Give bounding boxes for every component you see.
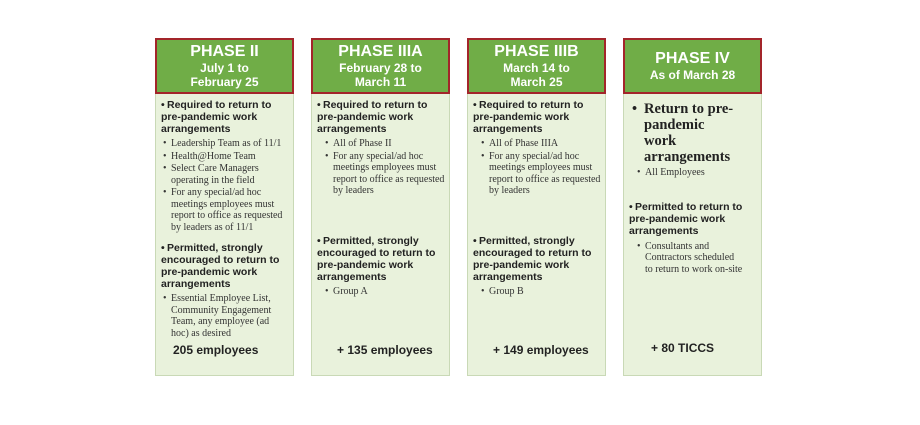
phase-title: PHASE II (190, 43, 259, 60)
list-item: • Select Care Managers operating in the field (161, 163, 289, 186)
list-item: • All Employees (635, 167, 757, 179)
phase-header (623, 38, 762, 94)
phase-body (161, 99, 289, 375)
required-list (473, 138, 601, 197)
phase-date: July 1 to (200, 61, 249, 75)
phase-title: PHASE IV (655, 50, 730, 67)
phase-body (473, 99, 601, 375)
required-list (317, 138, 445, 197)
permitted-heading: • Permitted, strongly encouraged to return to pre-pandemic work arrangements (161, 242, 280, 290)
required-list (629, 167, 757, 179)
list-item: • All of Phase IIIA (479, 138, 601, 150)
list-item: • For any special/ad hoc meetings employees must report to office as requested by leaders as of 11/1 (161, 187, 289, 233)
phase-title: PHASE IIIB (494, 43, 579, 60)
permitted-list (161, 293, 289, 339)
list-item: • Health@Home Team (161, 151, 289, 163)
employee-count: + 80 TICCS (651, 341, 715, 355)
list-item: • For any special/ad hoc meetings employees must report to office as requested by leaders (323, 151, 445, 197)
employee-count: 205 employees (173, 343, 259, 357)
employee-count: + 149 employees (493, 343, 589, 357)
phase-date: March 25 (510, 75, 563, 89)
list-item: • Essential Employee List, Community Engagement Team, any employee (ad hoc) as desired (161, 293, 289, 339)
required-list (161, 138, 289, 233)
phase-date: February 28 to (339, 61, 422, 75)
required-heading: • Return to pre-pandemic work arrangements (632, 101, 734, 165)
phase-column-2 (311, 38, 450, 376)
phase-column-3 (467, 38, 606, 376)
list-item: • All of Phase II (323, 138, 445, 150)
phase-date: February 25 (190, 75, 259, 89)
required-heading: • Required to return to pre-pandemic work arrangements (161, 99, 272, 135)
employee-count: + 135 employees (337, 343, 433, 357)
phase-body (317, 99, 445, 375)
required-heading: • Required to return to pre-pandemic work arrangements (317, 99, 428, 135)
phase-title: PHASE IIIA (338, 43, 423, 60)
list-item: • Leadership Team as of 11/1 (161, 138, 289, 150)
phase-header (467, 38, 606, 94)
required-heading: • Required to return to pre-pandemic work arrangements (473, 99, 584, 135)
phase-header (155, 38, 294, 94)
permitted-heading: • Permitted to return to pre-pandemic work arrangements (629, 200, 743, 237)
list-item: • Group B (479, 286, 601, 298)
phase-header (311, 38, 450, 94)
phase-date: As of March 28 (649, 68, 736, 82)
phase-date: March 11 (354, 75, 407, 89)
permitted-heading: • Permitted, strongly encouraged to return to pre-pandemic work arrangements (317, 234, 436, 283)
permitted-list (473, 286, 601, 298)
phase-date: March 14 to (503, 61, 570, 75)
list-item: • For any special/ad hoc meetings employees must report to office as requested by leaders (479, 151, 601, 197)
phase-column-4 (623, 38, 762, 376)
list-item: • Consultants and Contractors scheduled to return to work on-site (635, 241, 743, 276)
permitted-list (317, 286, 445, 298)
permitted-list (629, 241, 757, 276)
phase-body (629, 101, 757, 375)
phase-column-1 (155, 38, 294, 376)
permitted-heading: • Permitted, strongly encouraged to return to pre-pandemic work arrangements (473, 234, 592, 283)
list-item: • Group A (323, 286, 445, 298)
